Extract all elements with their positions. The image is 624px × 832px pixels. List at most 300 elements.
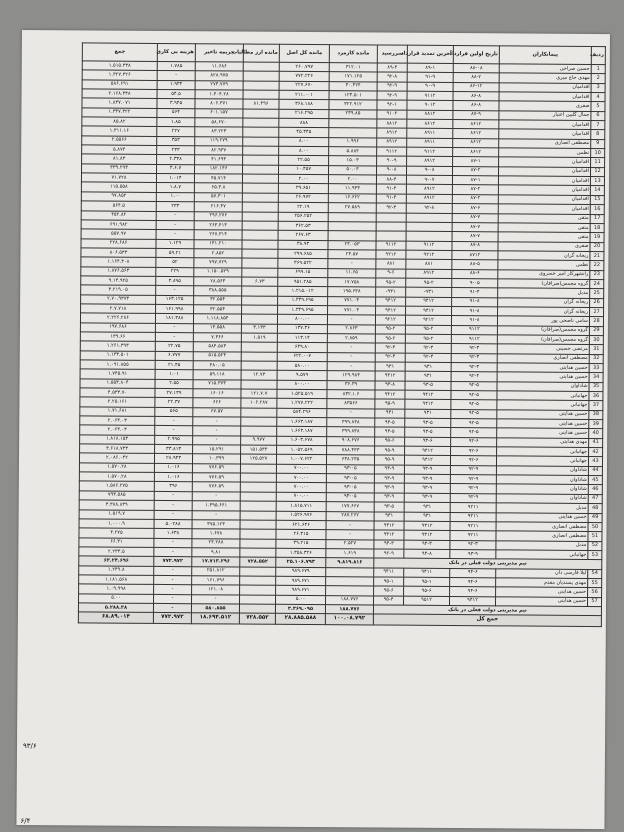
cell-total: ۵۸۶.۶۹۱: [82, 80, 157, 90]
cell-total: ۱.۳۳۷.۳۲۲: [82, 108, 157, 118]
cell-d1: ۹۱-۸: [451, 316, 497, 326]
cell-idle: ۲۲۷: [157, 127, 195, 137]
subtotal-note-1: ۹۳/۶: [22, 742, 37, 751]
cell-n: 53: [588, 550, 602, 559]
cell-idle: -: [154, 501, 192, 511]
cell-pen: -: [192, 492, 240, 502]
cell-d1: ۹۲-۹: [450, 465, 496, 475]
cell-n: 31: [589, 345, 603, 354]
cell-principal: ۱۱۳.۱۴: [277, 333, 327, 343]
cell-fee: ۳۱۲.۰۱: [329, 63, 377, 73]
cell-pen: ۲۶۷.۳۱۴: [194, 230, 242, 240]
cell-d2: ۹۲۱۲: [405, 315, 451, 325]
cell-fee: ۴۰.۴۲۴: [329, 81, 377, 91]
cell-d1: ۹۲-۳: [451, 353, 497, 363]
summary-idle: ۷۷۲.۹۷۲: [153, 613, 191, 624]
cell-fee: ۲.۸۵۹: [327, 334, 375, 344]
cell-total: ۴.۵۳۳.۷۰: [80, 388, 155, 398]
cell-name: جهانبانی: [496, 456, 588, 466]
cell-pen: ۷۹۷.۷۲۹: [194, 258, 242, 268]
cell-principal: ۲۵۶.۲۵۲: [278, 212, 328, 222]
cell-principal: ۱۳۷.۳۶: [277, 324, 327, 334]
cell-fx: ۱۲۱.۷.۷: [241, 389, 277, 399]
cell-idle: -: [154, 547, 192, 557]
cell-total: ۵۶۴.۵: [81, 201, 156, 211]
cell-due: ۹۳-۹: [374, 474, 404, 484]
cell-principal: ۱.۶۶۳.۱۸۷: [277, 427, 327, 437]
cell-due: ۹۵-۶: [374, 586, 404, 596]
cell-name: مهدی هدایتی: [497, 438, 589, 448]
cell-principal: ۳۹.۶۵۱: [278, 184, 328, 194]
cell-due: ۸۹۱۲: [377, 138, 407, 148]
cell-fx: [242, 212, 278, 222]
cell-fx: ۸۱.۴۹۶: [243, 99, 279, 109]
cell-due: ۸۸۱: [376, 259, 406, 269]
cell-n: 16: [590, 205, 604, 214]
cell-fx: [240, 567, 276, 577]
cell-idle: ۱۶۱.۹۹۸: [156, 304, 194, 314]
cell-due: ۹۵-۱: [374, 577, 404, 587]
cell-due: ۹۲-۹: [377, 82, 407, 92]
cell-d2: ۹۳۱: [405, 372, 451, 382]
cell-total: ۲.۰۸۶.۰۴۲: [79, 453, 154, 463]
cell-principal: ۹۸۹.۶۷۱: [276, 576, 326, 586]
cell-d1: ۸۶-۸: [453, 101, 499, 111]
summary-label: تیم مدیریتی دولت فعلی در بانک: [373, 605, 601, 616]
cell-fx: [242, 221, 278, 231]
cell-due: [376, 212, 406, 222]
cell-pen: ۲۴.۲۸۸: [192, 538, 240, 548]
cell-name: ریحانه گران: [498, 251, 590, 261]
cell-fee: ۱۷۱.۱۲۵: [329, 72, 377, 82]
cell-idle: -: [155, 426, 193, 436]
subtotal-note-2: ۶/۴: [20, 817, 31, 826]
cell-principal: ۲۶۷.۶۳: [278, 230, 328, 240]
cell-fx: [241, 352, 277, 362]
cell-fee: ۷۸۸.۴۳۳: [327, 446, 375, 456]
cell-idle: ۲.۳۳۸: [157, 155, 195, 165]
cell-principal: ۱.۳۵۸.۳۲۶: [276, 548, 326, 558]
cell-idle: ۱.۰۱۶: [154, 473, 192, 483]
cell-fx: [240, 483, 276, 493]
cell-name: مصطفی انصاری: [497, 353, 589, 363]
cell-due: ۹۴۱۱: [374, 568, 404, 578]
cell-idle: ۳.۹۴۵: [157, 99, 195, 109]
cell-fee: -: [328, 259, 376, 269]
cell-fee: ۳۶.۳۹: [327, 380, 375, 390]
cell-n: 15: [590, 195, 604, 204]
cell-total: ۵۵۷.۹۷: [81, 229, 156, 239]
cell-fx: ۱۰۶.۲۸۷: [241, 398, 277, 408]
cell-d1: ۹۴-۶: [450, 568, 496, 578]
cell-n: 47: [588, 494, 602, 503]
cell-d1: ۹۲۱۱: [450, 503, 496, 513]
cell-total: ۱.۱۸۱.۵۶۸: [79, 575, 154, 585]
cell-principal: ۶۲۲.۰۰۷: [277, 352, 327, 362]
cell-total: ۱۹۷.۶۸۶: [80, 323, 155, 333]
cell-idle: ۱.۷۸۵: [157, 61, 195, 71]
cell-fee: ۱۶.۶۲۲: [328, 193, 376, 203]
cell-total: ۱.۸۷۶.۵۶۳: [81, 266, 156, 276]
cell-d2: ۹۳-۵: [405, 381, 451, 391]
cell-pen: -: [193, 435, 241, 445]
cell-total: ۱۳۹.۶۶: [80, 332, 155, 342]
cell-n: 35: [589, 382, 603, 391]
cell-principal: ۳۹.۲۱۵: [276, 539, 326, 549]
cell-pen: ۴۸۰.۰۵: [193, 361, 241, 371]
cell-name: رانشهرکار امیر خسروی: [498, 269, 590, 279]
cell-idle: ۱۶۳.۱۲۵: [156, 295, 194, 305]
cell-idle: ۵۹.۲۱: [156, 248, 194, 258]
cell-n: 3: [591, 83, 605, 92]
cell-idle: ۲۳۳: [157, 146, 195, 156]
cell-fx: [242, 193, 278, 203]
cell-due: ۹۱-۴: [376, 194, 406, 204]
cell-principal: ۹۸۹.۶۷۹: [276, 567, 326, 577]
cell-fee: ۱۲۳.۵۰۱: [329, 91, 377, 101]
cell-due: ۹۲-۸: [377, 72, 407, 82]
cell-fx: [243, 71, 279, 81]
cell-due: ۹۳۱: [375, 409, 405, 419]
summary-idle: -: [153, 603, 191, 613]
cell-d2: ۹۴۱۲: [406, 297, 452, 307]
cell-principal: ۱.۲۱۵.۰۱۲: [278, 287, 328, 297]
cell-pen: ۶۷.۵۷: [193, 407, 241, 417]
cell-idle: ۴.۸۹۵: [156, 276, 194, 286]
cell-due: ۹۳-۹: [374, 465, 404, 475]
cell-d1: ۹۲-۳: [450, 540, 496, 550]
cell-d2: ۹۳-۶: [405, 437, 451, 447]
cell-pen: -: [193, 417, 241, 427]
cell-d1: ۹۱۱۲: [451, 325, 497, 335]
cell-idle: -: [156, 230, 194, 240]
cell-fee: ۱.۶۱۹: [326, 549, 374, 559]
cell-principal: ۱۰.۴۵۷: [278, 165, 328, 175]
summary-principal: ۲۵.۱۰۶.۷۹۳: [276, 558, 326, 568]
summary-total: ۶۳.۲۴.۶۹۶: [79, 556, 154, 566]
cell-fx: [243, 146, 279, 156]
cell-total: ۱.۸۱۸.۱۵۳: [80, 435, 155, 445]
cell-fx: [243, 118, 279, 128]
cell-d2: ۹۴۱۲: [405, 446, 451, 456]
cell-principal: ۱.۳۴۹.۶۹۵: [278, 305, 328, 315]
cell-total: ۱.۷۴۵.۹۱: [80, 369, 155, 379]
cell-name: شاداوان: [496, 475, 588, 485]
cell-name: اقدامیان: [498, 204, 590, 214]
cell-n: 21: [590, 251, 604, 260]
cell-idle: ۲۲۹: [156, 267, 194, 277]
cell-n: 40: [589, 429, 603, 438]
cell-name: حسین صراحی: [499, 64, 591, 74]
cell-name: اقدامیان: [499, 120, 591, 130]
cell-fx: [243, 127, 279, 137]
cell-fee: [328, 212, 376, 222]
cell-fee: -: [326, 530, 374, 540]
cell-due: ۹۵-۲: [375, 325, 405, 335]
cell-n: 6: [591, 111, 605, 120]
cell-name: حسین هدایتی: [497, 410, 589, 420]
cell-fx: [241, 342, 277, 352]
cell-d2: ۹۳-۹: [404, 474, 450, 484]
cell-n: 9: [591, 139, 605, 148]
cell-pen: ۱.۱۵۰.۵۲۹: [194, 267, 242, 277]
cell-fee: ۵.۸۸۴: [329, 147, 377, 157]
cell-d1: ۸۸-۶: [452, 269, 498, 279]
column-header: مانده ارز مطالبات: [243, 44, 279, 62]
cell-total: ۱.۰۹.۹۹۸: [79, 584, 154, 594]
summary-fx: [239, 604, 275, 614]
cell-d1: ۹۴-۶: [450, 587, 496, 597]
cell-total: ۴۵۲.۸۲: [81, 210, 156, 220]
cell-d2: ۹۵-۱: [404, 577, 450, 587]
cell-n: 19: [590, 233, 604, 242]
cell-d1: ۹۱۱۲: [451, 334, 497, 344]
cell-pen: ۴۱.۶۹۳: [195, 155, 243, 165]
cell-fee: ۱۲۹.۹۸۳: [327, 371, 375, 381]
cell-n: 42: [589, 448, 603, 457]
cell-pen: ۷۷۶.۵۹: [192, 463, 240, 473]
cell-d2: ۸۸۱۲: [407, 110, 453, 120]
cell-n: 38: [589, 410, 603, 419]
cell-total: ۱.۳۱۱.۱۶: [82, 126, 157, 136]
cell-d2: ۹۳۱: [405, 409, 451, 419]
cell-fee: ۱۷.۷۵۸: [328, 278, 376, 288]
cell-idle: ۲۱.۴۵: [155, 360, 193, 370]
cell-fx: [243, 137, 279, 147]
cell-d1: ۹۲-۵: [451, 428, 497, 438]
cell-principal: ۱.۰۵۲.۵۶۹: [277, 445, 327, 455]
cell-name: جمال گلبین اعتبار: [499, 111, 591, 121]
cell-name: شاداوان: [496, 484, 588, 494]
cell-principal: ۱.۸۱۵.۷۱۱: [276, 501, 326, 511]
summary-fee: ۱۸۸.۷۷۶: [325, 605, 373, 615]
cell-d2: ۹۴-۸: [404, 549, 450, 559]
cell-name: مصطفی انصاری: [499, 139, 591, 149]
cell-due: ۸۸-۴: [376, 175, 406, 185]
cell-due: ۸۹۱۲: [377, 128, 407, 138]
cell-total: ۲۲۸.۶۸۶: [81, 238, 156, 248]
cell-fx: [242, 202, 278, 212]
cell-principal: ۳۸.۹۳: [278, 240, 328, 250]
cell-d2: ۹۳۱-: [406, 287, 452, 297]
cell-name: اقدامیان: [499, 129, 591, 139]
cell-d1: ۹۲-۶: [450, 456, 496, 466]
cell-name: مصطفی انصاری: [496, 531, 588, 541]
cell-due: ۹۳-۹: [374, 483, 404, 493]
cell-idle: -: [154, 491, 192, 501]
cell-principal: ۹۵۱.۲۸۵: [278, 277, 328, 287]
cell-total: ۲.۱۶۸.۳۳۸: [82, 89, 157, 99]
cell-name: اقدامیان: [498, 176, 590, 186]
cell-d1: ۹۱-۸: [452, 297, 498, 307]
cell-fx: [240, 511, 276, 521]
cell-fx: [243, 155, 279, 165]
contractors-table: [78, 42, 606, 627]
cell-name: حسین هدایتی: [497, 363, 589, 373]
cell-n: 14: [590, 186, 604, 195]
cell-fx: ۱.۵۱۹: [241, 333, 277, 343]
cell-pen: ۲۹۶.۲۷۶: [194, 211, 242, 221]
cell-d2: ۹۳۱۲: [404, 521, 450, 531]
cell-total: ۸۵.۸۲: [82, 117, 157, 127]
cell-due: ۹۴-۳: [374, 540, 404, 550]
cell-total: ۹.۱۳.۹۲۵: [81, 276, 156, 286]
cell-total: ۲.۲۲۶.۲۸۶: [80, 313, 155, 323]
cell-name: مرتضی حسینی: [497, 344, 589, 354]
cell-n: 30: [589, 335, 603, 344]
cell-fee: ۳۲۲.۹۱۲: [329, 100, 377, 110]
cell-fx: [240, 539, 276, 549]
cell-name: مدبل: [496, 503, 588, 513]
cell-fee: ۱۱.۹۳۳: [328, 184, 376, 194]
cell-fee: [329, 128, 377, 138]
cell-pen: ۱.۳۹۵.۶۶۱: [192, 501, 240, 511]
cell-principal: ۲۲.۵۵: [279, 156, 329, 166]
cell-due: ۹۲-۱: [377, 100, 407, 110]
cell-fx: [242, 184, 278, 194]
cell-total: ۳.۳۸۸.۸۳۹: [79, 500, 154, 510]
cell-due: ۹۱۱۲: [376, 241, 406, 251]
cell-idle: -: [154, 566, 192, 576]
cell-d2: ۹۵-۲: [405, 334, 451, 344]
cell-d2: ۹۳-۵: [405, 418, 451, 428]
cell-due: ۹۵-۶: [375, 437, 405, 447]
cell-d1: ۸۷-۹: [453, 110, 499, 120]
cell-idle: ۶.۷۷۷: [155, 351, 193, 361]
cell-name: حسین هدایتی: [497, 419, 589, 429]
cell-name: جهانبانی: [497, 447, 589, 457]
cell-idle: ۱.۸۵: [157, 118, 195, 128]
cell-total: ۳۳۹.۲۹۳: [82, 164, 157, 174]
cell-pen: ۲۵۱.۸۱۲: [192, 566, 240, 576]
cell-total: ۱.۲۴۹.۸: [79, 565, 154, 575]
cell-due: ۹-۶: [376, 269, 406, 279]
cell-principal: ۱.۲۷۷.۲۲۲: [277, 399, 327, 409]
cell-fx: ۳.۱۳۳: [241, 324, 277, 334]
cell-idle: ۱.۰۰: [156, 192, 194, 202]
cell-idle: -: [155, 323, 193, 333]
cell-name: صفری: [499, 101, 591, 111]
cell-pen: ۱۲۱.۰۸: [192, 585, 240, 595]
cell-d1: ۹۴-۶: [450, 577, 496, 587]
cell-principal: ۹.۵۷۹: [277, 371, 327, 381]
cell-fee: ۹۳-۰۵: [326, 492, 374, 502]
cell-fx: [242, 258, 278, 268]
cell-d1: ۸۷-۷: [452, 222, 498, 232]
summary-pen: ۵۸۰.۸۵۵: [191, 604, 239, 614]
cell-fx: ۶.۷۳: [242, 277, 278, 287]
cell-d1: ۸۷-۷: [452, 232, 498, 242]
cell-due: [376, 222, 406, 232]
cell-pen: -: [191, 594, 239, 604]
cell-d2: ۹۳۱: [405, 362, 451, 372]
cell-total: ۸۱.۸۳: [82, 154, 157, 164]
cell-d2: ۸۹-۱: [407, 63, 453, 73]
cell-fee: ۳۹۹.۸۳۸: [327, 427, 375, 437]
cell-principal: ۷۰۰.۰۰: [276, 473, 326, 483]
cell-d2: ۹۴۱۲: [406, 306, 452, 316]
cell-principal: ۲۱۶.۲۹۵: [279, 109, 329, 119]
cell-name: جهانبانی: [497, 391, 589, 401]
cell-n: 18: [590, 223, 604, 232]
cell-fee: ۹۳-۰۵: [326, 464, 374, 474]
cell-d2: ۹۴۱۲: [404, 456, 450, 466]
cell-n: 54: [588, 569, 602, 578]
cell-d2: ۹۰-۹: [407, 82, 453, 92]
cell-fee: -: [327, 315, 375, 325]
cell-due: ۹۳-۵: [374, 502, 404, 512]
cell-principal: ۱.۵۲۶.۹۷۶: [276, 511, 326, 521]
cell-d2: [406, 222, 452, 232]
cell-name: شاداوان: [496, 466, 588, 476]
cell-fx: [239, 595, 275, 605]
cell-due: ۹۵-۹: [375, 399, 405, 409]
cell-name: جهانبانی: [496, 550, 588, 560]
cell-pen: ۱۱.۶۸۶: [195, 62, 243, 72]
cell-n: 25: [590, 289, 604, 298]
cell-total: ۳.۶۱۸.۷۳۳: [80, 444, 155, 454]
cell-fee: -: [326, 520, 374, 530]
cell-principal: ۸۰۰.۰۰: [277, 380, 327, 390]
cell-pen: ۱.۶۷۸: [192, 529, 240, 539]
summary-idle: ۷۷۲.۹۷۲: [154, 557, 192, 567]
cell-idle: ۲۲.۳۷: [155, 398, 193, 408]
cell-pen: -: [193, 426, 241, 436]
cell-pen: ۵۸.۶۷۰: [195, 118, 243, 128]
cell-fx: [240, 473, 276, 483]
cell-d1: ۸۸-۲: [453, 73, 499, 83]
cell-n: 56: [588, 588, 602, 597]
cell-d1: ۸۶-۸: [453, 92, 499, 102]
cell-idle: ۳۳.۸۱۳: [155, 445, 193, 455]
cell-d1: ۹۲-۹: [450, 484, 496, 494]
cell-fx: [241, 380, 277, 390]
cell-d1: ۸۷-۶: [452, 204, 498, 214]
cell-idle: -: [154, 538, 192, 548]
cell-n: 36: [589, 391, 603, 400]
cell-n: 45: [588, 476, 602, 485]
cell-total: ۳.۲۱۹.۰۵: [81, 285, 156, 295]
cell-fx: [243, 81, 279, 91]
cell-fee: ۹۰۸.۶۷۶: [327, 436, 375, 446]
cell-d1: ۹۲-۵: [451, 391, 497, 401]
cell-total: ۴.۲۷۵: [79, 528, 154, 538]
cell-fx: ۱۵۱.۵۳۴: [241, 445, 277, 455]
cell-total: ۱.۵۷۰.۲۸: [79, 463, 154, 473]
cell-total: ۹۷.۸۵۲: [81, 192, 156, 202]
cell-d1: ۹۲-۹: [450, 475, 496, 485]
cell-pen: ۱۰.۳۹۹: [192, 454, 240, 464]
cell-d1: ۹۲-۵: [451, 419, 497, 429]
column-header: پیمانکاران: [499, 46, 591, 65]
cell-principal: ۳۶۲.۵۳: [278, 221, 328, 231]
cell-name: متقی: [498, 213, 590, 223]
cell-fx: [242, 305, 278, 315]
cell-d2: ۸۹۱۲: [406, 185, 452, 195]
cell-d2: ۹۳۱۲: [404, 530, 450, 540]
cell-d2: ۸۹۱۲: [406, 194, 452, 204]
cell-idle: ۱.۱۲۹: [156, 239, 194, 249]
cell-fx: [240, 492, 276, 502]
cell-due: ۹۲-۹: [377, 91, 407, 101]
cell-idle: ۲۲.۷۵: [155, 342, 193, 352]
cell-n: 13: [590, 177, 604, 186]
cell-due: ۹۱۱۲: [377, 147, 407, 157]
cell-principal: ۷۷۲.۲۲۶: [279, 72, 329, 82]
cell-fx: [242, 249, 278, 259]
cell-pen: ۵۸۴.۵۸۳: [193, 342, 241, 352]
cell-principal: ۳۶۸.۱۸۸: [279, 100, 329, 110]
